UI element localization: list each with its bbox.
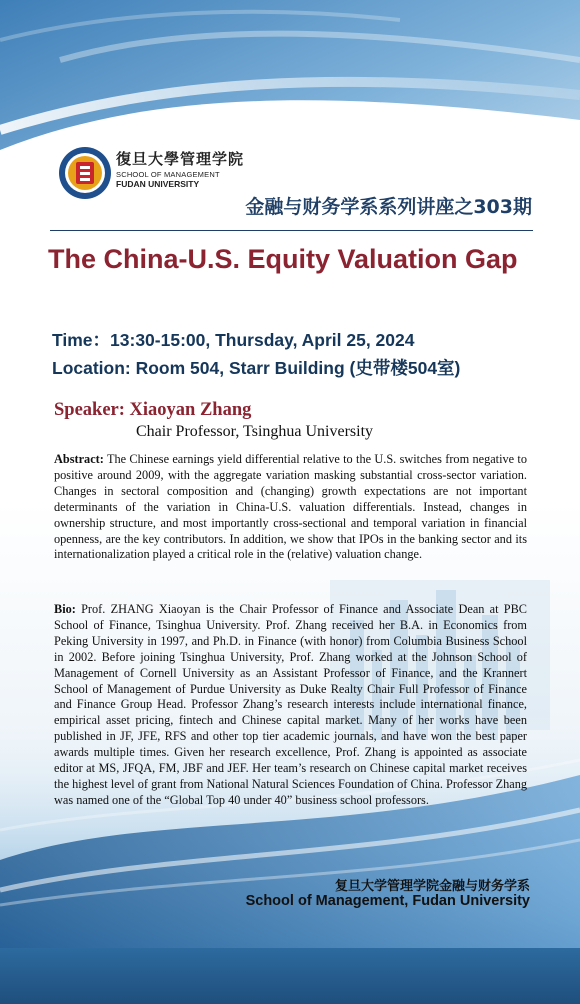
footer-chinese-department: 复旦大学管理学院金融与财务学系 <box>334 879 530 894</box>
bio-label: Bio: <box>54 602 76 616</box>
footer-english-school: School of Management, Fudan University <box>245 893 530 909</box>
speaker-affiliation: Chair Professor, Tsinghua University <box>136 423 374 440</box>
lecture-time: Time：13:30-15:00, Thursday, April 25, 2024 <box>52 330 415 350</box>
title-divider <box>50 230 533 231</box>
top-wave-decoration <box>0 0 580 260</box>
abstract-paragraph <box>54 452 527 563</box>
bottom-color-bar <box>0 948 580 1004</box>
abstract-text: The Chinese earnings yield differential relative to the U.S. switches from negative to positive around 2009, with the aggregate variation masking substantial cross-sector variation. Changes in sectoral composition and (changing) growth expectations are not important determinants of the variation in China-U.S. valuation differentials. Instead, changes in ownership structure, and most importantly cross-sectional and temporal variation in financial openness, are the key contributors. In addition, we show that IPOs in the banking sector and its internationalization played a critical role in the (relative) valuation change. <box>54 452 528 562</box>
lecture-series-title: 金融与财务学系系列讲座之303期 <box>245 196 532 218</box>
logo-english-school: SCHOOL OF MANAGEMENT <box>116 170 220 179</box>
lecture-location: Location: Room 504, Starr Building (史带楼504室) <box>52 358 461 378</box>
fudan-management-logo-icon <box>58 146 112 200</box>
logo-chinese-name: 復旦大學管理学院 <box>116 150 245 168</box>
speaker-name: Speaker: Xiaoyan Zhang <box>54 400 252 420</box>
abstract-label: Abstract: <box>54 452 104 466</box>
lecture-title: The China-U.S. Equity Valuation Gap <box>48 244 518 274</box>
logo-english-university: FUDAN UNIVERSITY <box>116 179 200 189</box>
bio-paragraph <box>54 602 527 809</box>
bio-text: Prof. ZHANG Xiaoyan is the Chair Professor of Finance and Associate Dean at PBC School of Finance, Tsinghua University. Prof. Zhang received her B.A. in Economics from Peking University in 1997, and Ph.D. in Finance (with honor) from Columbia Business School in 2002. Before joining Tsinghua University, Prof. Zhang worked at the Johnson School of Management of Cornell University as an Assistant Professor of Finance, and the Krannert School of Management of Purdue University as Duke Realty Chair Full Professor of Finance and Finance Group Head. Professor Zhang’s research interests include international finance, empirical asset pricing, fintech and Chinese capital market. Many of her works have been published in JF, JFE, RFS and other top tier academic journals, and have won the best paper awards multiple times. Given her research excellence, Prof. Zhang is appointed as associate editor at MS, JFQA, FM, JBF and JEF. Her team’s research on Chinese capital market receives the highest level of grant from National Natural Sciences Foundation of China. Professor Zhang was named one of the “Global Top 40 under 40” business school professors. <box>54 602 527 807</box>
